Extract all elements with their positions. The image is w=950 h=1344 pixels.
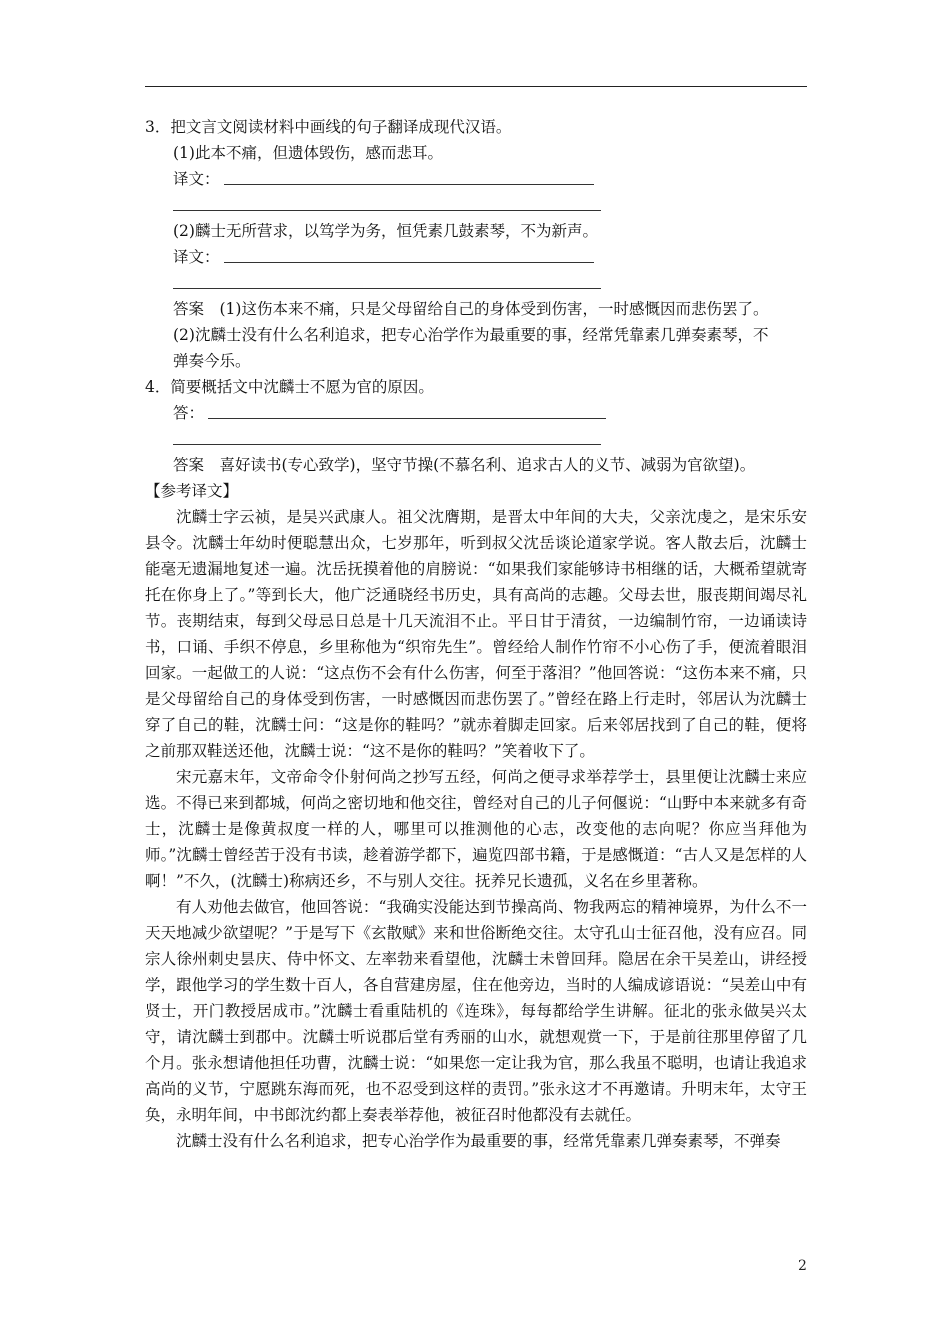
question-3-answer-line-3: 弹奏今乐。 [173, 352, 251, 370]
header-rule [145, 86, 807, 87]
translation-1-blank-2[interactable] [145, 192, 807, 218]
question-4-answer: 答案 喜好读书(专心致学)，坚守节操(不慕名利、追求古人的义节、减弱为官欲望)。 [173, 456, 756, 474]
page-content [145, 114, 807, 1154]
answer-underline [173, 444, 601, 445]
answer-underline [173, 288, 601, 289]
reference-paragraph-4: 沈麟士没有什么名利追求，把专心治学作为最重要的事，经常凭靠素几弹奏素琴，不弹奏 [176, 1132, 781, 1150]
translation-2-blank-2[interactable] [145, 270, 807, 296]
question-4-blank[interactable] [145, 400, 807, 426]
question-3-sentence-2: (2)麟士无所营求，以笃学为务，恒凭素几鼓素琴，不为新声。 [173, 222, 598, 240]
reference-paragraph-3: 有人劝他去做官，他回答说：“我确实没能达到节操高尚、物我两忘的精神境界，为什么不一天天地减少欲望呢？”于是写下《玄散赋》来和世俗断绝交往。太守孔山士征召他，没有应召。同宗人徐州刺史昙庆、侍中怀文、左率勃来看望他，沈麟士未曾回拜。隐居在余干吴差山，讲经授学，跟他学习的学生数十百人，各自营建房屋，住在他旁边，当时的人编成谚语说：“吴差山中有贤士，开门教授居成市。”沈麟士看重陆机的《连珠》，每每都给学生讲解。征北的张永做吴兴太守，请沈麟士到郡中。沈麟士听说郡后堂有秀丽的山水，就想观赏一下，于是前往那里停留了几个月。张永想请他担任功曹，沈麟士说：“如果您一定让我为官，那么我虽不聪明，也请让我追求高尚的义节，宁愿跳东海而死，也不忍受到这样的责罚。”张永这才不再邀请。升明末年，太守王奂，永明年间，中书郎沈约都上奏表举荐他，被征召时他都没有去就任。 [145, 898, 807, 1124]
translation-1-blank[interactable] [145, 166, 807, 192]
reference-heading: 【参考译文】 [145, 482, 239, 500]
question-3-title: 3．把文言文阅读材料中画线的句子翻译成现代汉语。 [145, 118, 512, 136]
answer-label: 答： [173, 404, 205, 422]
question-3-answer-line-2: (2)沈麟士没有什么名利追求，把专心治学作为最重要的事，经常凭靠素几弹奏素琴，不 [173, 326, 769, 344]
question-3-answer-line-1: 答案 (1)这伤本来不痛，只是父母留给自己的身体受到伤害，一时感慨因而悲伤罢了。 [173, 300, 769, 318]
translation-label: 译文： [173, 170, 220, 188]
translation-label: 译文： [173, 248, 220, 266]
answer-underline [173, 210, 601, 211]
question-4-title: 4．简要概括文中沈麟士不愿为官的原因。 [145, 378, 434, 396]
question-3-sentence-1: (1)此本不痛，但遗体毁伤，感而悲耳。 [173, 144, 443, 162]
answer-underline [224, 262, 594, 263]
translation-2-blank[interactable] [145, 244, 807, 270]
answer-underline [208, 418, 606, 419]
question-4-blank-2[interactable] [145, 426, 807, 452]
reference-paragraph-1: 沈麟士字云祯，是吴兴武康人。祖父沈膺期，是晋太中年间的大夫，父亲沈虔之，是宋乐安县令。沈麟士年幼时便聪慧出众，七岁那年，听到叔父沈岳谈论道家学说。客人散去后，沈麟士能毫无遗漏地复述一遍。沈岳抚摸着他的肩膀说：“如果我们家能够诗书相继的话，大概希望就寄托在你身上了。”等到长大，他广泛通晓经书历史，具有高尚的志趣。父母去世，服丧期间竭尽礼节。丧期结束，每到父母忌日总是十几天流泪不止。平日甘于清贫，一边编制竹帘，一边诵读诗书，口诵、手织不停息，乡里称他为“织帘先生”。曾经给人制作竹帘不小心伤了手，便流着眼泪回家。一起做工的人说：“这点伤不会有什么伤害，何至于落泪？”他回答说：“这伤本来不痛，只是父母留给自己的身体受到伤害，一时感慨因而悲伤罢了。”曾经在路上行走时，邻居认为沈麟士穿了自己的鞋，沈麟士问：“这是你的鞋吗？”就赤着脚走回家。后来邻居找到了自己的鞋，便将之前那双鞋送还他，沈麟士说：“这不是你的鞋吗？”笑着收下了。 [145, 508, 807, 760]
reference-paragraph-2: 宋元嘉末年，文帝命令仆射何尚之抄写五经，何尚之便寻求举荐学士，县里便让沈麟士来应选。不得已来到都城，何尚之密切地和他交往，曾经对自己的儿子何偃说：“山野中本来就多有奇士，沈麟士是像黄叔度一样的人，哪里可以推测他的心志，改变他的志向呢？你应当拜他为师。”沈麟士曾经苦于没有书读，趁着游学都下，遍览四部书籍，于是感慨道：“古人又是怎样的人啊！”不久，(沈麟士)称病还乡，不与别人交往。抚养兄长遗孤，义名在乡里著称。 [145, 768, 807, 890]
page-number: 2 [798, 1258, 807, 1274]
answer-underline [224, 184, 594, 185]
